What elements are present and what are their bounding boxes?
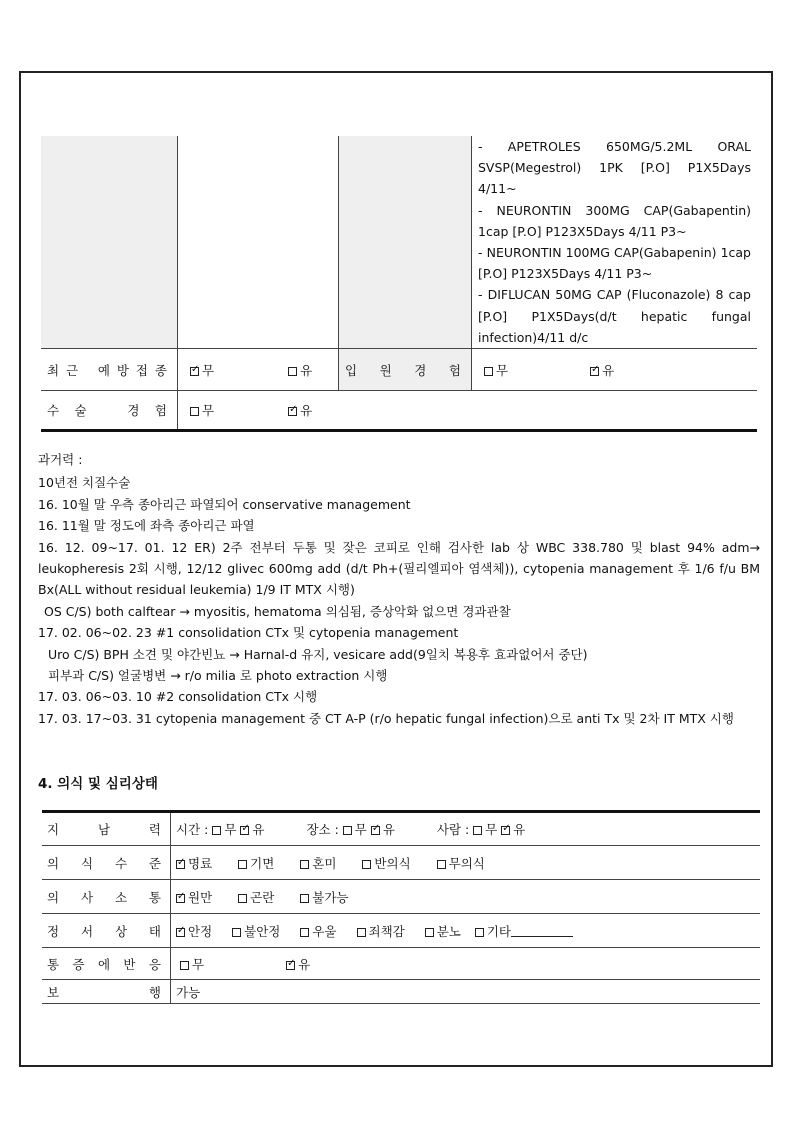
checkbox-icon[interactable] (232, 928, 241, 937)
orientation-person: 사람 : 무 ✓ 유 (437, 822, 525, 837)
checkbox-icon[interactable] (437, 860, 446, 869)
orientation-place: 장소 : 무 ✓ 유 (306, 822, 398, 837)
checkbox-icon[interactable] (180, 961, 189, 970)
surgery-yes-option[interactable]: ✓ 유 (288, 403, 312, 418)
medication-item: - NEURONTIN 300MG CAP(Gabapentin) 1cap [P.O] P123X5Days 4/11 P3~ (478, 202, 751, 239)
history-line: 17. 03. 06~03. 10 #2 consolidation CTx 시행 (38, 689, 318, 705)
vaccination-yes-option[interactable]: 유 (288, 363, 312, 378)
checkbox-checked-icon[interactable] (190, 367, 199, 376)
admission-yes-option[interactable]: ✓ 유 (590, 363, 614, 378)
option[interactable]: 기면 (238, 856, 274, 871)
shaded-cell (339, 136, 472, 349)
option[interactable]: 죄책감 (357, 924, 405, 939)
emotional-state-options (171, 914, 761, 948)
checkbox-checked-icon[interactable] (286, 961, 295, 970)
option[interactable]: 무 (180, 957, 204, 972)
checkbox-icon[interactable] (357, 928, 366, 937)
option[interactable]: 혼미 (300, 856, 336, 871)
admission-label: 입 원 경 험 (339, 349, 472, 391)
communication-label: 의 사 소 통 (42, 880, 171, 914)
checkbox-icon[interactable] (343, 826, 352, 835)
checkbox-icon[interactable] (425, 928, 434, 937)
option[interactable]: ✓ 유 (286, 957, 310, 972)
checkbox-icon[interactable] (190, 407, 199, 416)
surgery-options (178, 391, 758, 431)
medication-item: - DIFLUCAN 50MG CAP (Fluconazole) 8 cap [P.O] P1X5Days(d/t hepatic fungal infection)4/11 d/c (478, 287, 751, 345)
option[interactable]: 분노 (425, 924, 461, 939)
emotional-state-label: 정 서 상 태 (42, 914, 171, 948)
patient-info-table (41, 136, 757, 432)
history-line: 16. 12. 09~17. 01. 12 ER) 2주 전부터 두통 및 잦은 코피로 인해 검사한 lab 상 WBC 338.780 및 blast 94% adm→ leukopheresis 2회 시행, 12/12 glivec 600mg add (d/t Ph+(필리엘피아 염색체)), cytopenia management 후 1/6 f/u BM Bx(ALL without residual leukemia) 1/9 IT MTX 시행) (38, 539, 760, 598)
walking-value: 가능 (171, 980, 761, 1004)
pain-response-options (171, 948, 761, 980)
walking-label: 보 행 (42, 980, 171, 1004)
vaccination-no-option[interactable]: ✓ 무 (190, 363, 214, 378)
admission-options (472, 349, 758, 391)
option[interactable]: 무의식 (437, 856, 485, 871)
surgery-no-option[interactable]: 무 (190, 403, 214, 418)
checkbox-icon[interactable] (300, 928, 309, 937)
option[interactable]: ✓ 원만 (176, 890, 212, 905)
option[interactable]: ✓ 명료 (176, 856, 212, 871)
checkbox-icon[interactable] (288, 367, 297, 376)
history-line: 16. 11월 말 정도에 좌측 종아리근 파열 (38, 518, 255, 534)
checkbox-checked-icon[interactable] (176, 928, 185, 937)
checkbox-checked-icon[interactable] (501, 826, 510, 835)
checkbox-checked-icon[interactable] (176, 860, 185, 869)
history-title: 과거력 : (38, 452, 83, 467)
option-other[interactable]: 기타 (475, 924, 573, 939)
option[interactable]: 우울 (300, 924, 336, 939)
option[interactable]: 곤란 (238, 890, 274, 905)
checkbox-icon[interactable] (475, 928, 484, 937)
medical-history (38, 449, 760, 729)
option[interactable]: 반의식 (362, 856, 410, 871)
option[interactable]: ✓ 안정 (176, 924, 212, 939)
checkbox-checked-icon[interactable] (590, 367, 599, 376)
checkbox-icon[interactable] (238, 860, 247, 869)
medication-item: - APETROLES 650MG/5.2ML ORAL SVSP(Megestrol) 1PK [P.O] P1X5Days 4/11~ (478, 139, 751, 197)
other-blank-field[interactable] (511, 926, 573, 937)
pain-response-label: 통 증 에 반 응 (42, 948, 171, 980)
orientation-time: 시간 : 무 ✓ 유 (176, 822, 268, 837)
admission-no-option[interactable]: 무 (484, 363, 508, 378)
checkbox-icon[interactable] (362, 860, 371, 869)
checkbox-checked-icon[interactable] (240, 826, 249, 835)
history-line: 10년전 치질수술 (38, 475, 131, 491)
shaded-cell (41, 136, 178, 349)
medication-item: - NEURONTIN 100MG CAP(Gabapenin) 1cap [P.O] P123X5Days 4/11 P3~ (478, 245, 751, 282)
vaccination-label: 최 근 예 방 접 종 (41, 349, 178, 391)
communication-options (171, 880, 761, 914)
checkbox-icon[interactable] (238, 894, 247, 903)
history-line: Uro C/S) BPH 소견 및 야간빈뇨 → Harnal-d 유지, vesicare add(9일치 복용후 효과없어서 중단) (48, 646, 588, 662)
checkbox-icon[interactable] (212, 826, 221, 835)
medication-list (472, 136, 758, 349)
option[interactable]: 불안정 (232, 924, 280, 939)
checkbox-icon[interactable] (473, 826, 482, 835)
consciousness-label: 의 식 수 준 (42, 846, 171, 880)
orientation-options (171, 812, 761, 846)
checkbox-checked-icon[interactable] (371, 826, 380, 835)
vaccination-options (178, 349, 339, 391)
empty-cell (178, 136, 339, 349)
section-title: 4. 의식 및 심리상태 (38, 776, 158, 792)
mental-status-table (42, 810, 760, 1004)
checkbox-icon[interactable] (300, 860, 309, 869)
surgery-label: 수 술 경 험 (41, 391, 178, 431)
history-line: OS C/S) both calftear → myositis, hematoma 의심됨, 증상악화 없으면 경과관찰 (44, 603, 511, 619)
checkbox-checked-icon[interactable] (288, 407, 297, 416)
consciousness-options (171, 846, 761, 880)
history-line: 17. 02. 06~02. 23 #1 consolidation CTx 및 cytopenia management (38, 625, 459, 641)
checkbox-checked-icon[interactable] (176, 894, 185, 903)
checkbox-icon[interactable] (300, 894, 309, 903)
orientation-label: 지 남 력 (42, 812, 171, 846)
history-line: 16. 10월 말 우측 종아리근 파열되어 conservative management (38, 496, 411, 512)
history-line: 17. 03. 17~03. 31 cytopenia management 중 CT A-P (r/o hepatic fungal infection)으로 anti Tx 및 2차 IT MTX 시행 (38, 710, 734, 726)
option[interactable]: 불가능 (300, 890, 348, 905)
history-line: 피부과 C/S) 얼굴병변 → r/o milia 로 photo extraction 시행 (48, 668, 388, 684)
checkbox-icon[interactable] (484, 367, 493, 376)
